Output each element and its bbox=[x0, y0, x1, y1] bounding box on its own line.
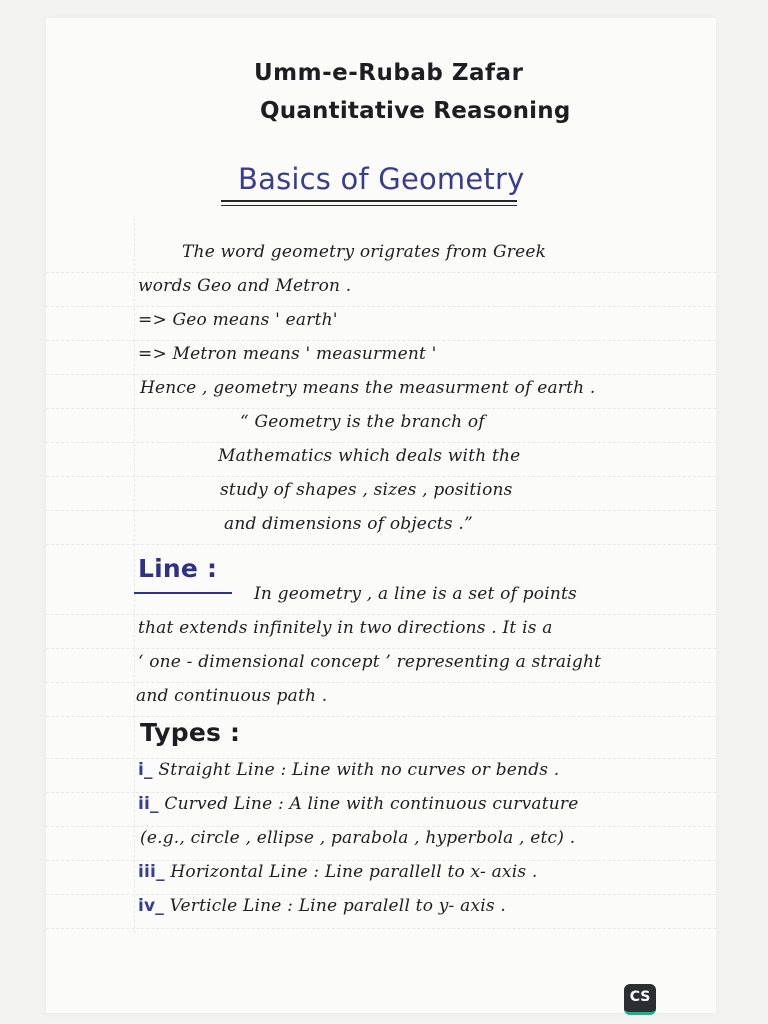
type-item bbox=[138, 794, 579, 814]
author-name: Umm-e-Rubab Zafar bbox=[254, 60, 524, 86]
intro-line: => Geo means ' earth' bbox=[138, 310, 338, 330]
intro-line: => Metron means ' measurment ' bbox=[138, 344, 437, 364]
ruled-line bbox=[46, 648, 716, 650]
ruled-line bbox=[46, 544, 716, 546]
ruled-line bbox=[46, 408, 716, 410]
line-heading-underline bbox=[134, 592, 232, 594]
type-numeral: iv_ bbox=[138, 896, 165, 916]
ruled-line bbox=[46, 374, 716, 376]
ruled-line bbox=[46, 442, 716, 444]
type-item bbox=[138, 862, 537, 882]
type-numeral: i_ bbox=[138, 760, 153, 780]
line-paragraph-line: that extends infinitely in two directions . It is a bbox=[138, 618, 553, 638]
ruled-line bbox=[46, 272, 716, 274]
type-text: Horizontal Line : Line parallell to x- axis . bbox=[170, 862, 538, 882]
type-item bbox=[138, 896, 506, 916]
type-text: Straight Line : Line with no curves or bends . bbox=[158, 760, 560, 780]
ruled-line bbox=[46, 928, 716, 930]
line-paragraph-line: ‘ one - dimensional concept ’ representing a straight bbox=[138, 652, 602, 672]
type-text: Curved Line : A line with continuous curvature bbox=[164, 794, 579, 814]
type-text: (e.g., circle , ellipse , parabola , hyperbola , etc) . bbox=[140, 828, 576, 848]
intro-line: Hence , geometry means the measurment of earth . bbox=[140, 378, 596, 398]
ruled-line bbox=[46, 476, 716, 478]
ruled-line bbox=[46, 682, 716, 684]
intro-line: The word geometry origrates from Greek bbox=[182, 242, 547, 262]
definition-line: “ Geometry is the branch of bbox=[240, 412, 485, 432]
type-text: Verticle Line : Line paralell to y- axis . bbox=[169, 896, 506, 916]
title-underline bbox=[221, 205, 517, 206]
ruled-line bbox=[46, 614, 716, 616]
margin-line bbox=[134, 218, 135, 933]
type-item-continued bbox=[140, 828, 575, 848]
type-item bbox=[138, 760, 559, 780]
ruled-line bbox=[46, 510, 716, 512]
notebook-page bbox=[46, 18, 716, 1013]
type-numeral: iii_ bbox=[138, 862, 165, 882]
camscanner-logo: CS bbox=[624, 984, 656, 1015]
types-heading: Types : bbox=[140, 718, 241, 747]
page-title: Basics of Geometry bbox=[238, 162, 525, 196]
definition-line: study of shapes , sizes , positions bbox=[220, 480, 513, 500]
title-underline bbox=[221, 200, 517, 202]
definition-line: and dimensions of objects .” bbox=[224, 514, 473, 534]
ruled-line bbox=[46, 306, 716, 308]
course-name: Quantitative Reasoning bbox=[260, 98, 571, 124]
line-paragraph-line: and continuous path . bbox=[136, 686, 328, 706]
type-numeral: ii_ bbox=[138, 794, 159, 814]
line-heading: Line : bbox=[138, 554, 218, 583]
line-paragraph-line: In geometry , a line is a set of points bbox=[254, 584, 577, 604]
definition-line: Mathematics which deals with the bbox=[218, 446, 521, 466]
intro-line: words Geo and Metron . bbox=[138, 276, 352, 296]
ruled-line bbox=[46, 340, 716, 342]
